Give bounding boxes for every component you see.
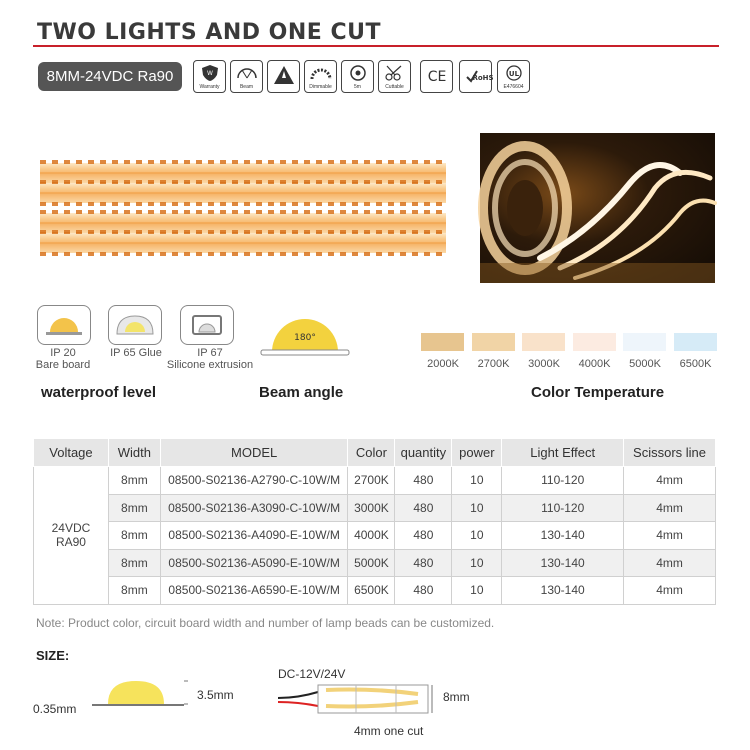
svg-text:RoHS: RoHS [472, 74, 494, 82]
customization-note: Note: Product color, circuit board width and number of lamp beads can be customized. [36, 616, 495, 630]
voltage-cell: 24VDC RA90 [34, 467, 109, 605]
reel-icon [341, 60, 374, 93]
cell-quantity: 480 [395, 549, 452, 577]
cell-scissors: 4mm [624, 577, 716, 605]
header-cell: Scissors line [624, 439, 716, 467]
cell-power: 10 [452, 494, 502, 522]
cell-width: 8mm [108, 494, 160, 522]
svg-text:W: W [207, 70, 213, 77]
header-cell: Voltage [34, 439, 109, 467]
cell-scissors: 4mm [624, 494, 716, 522]
cut-diagram [278, 680, 438, 720]
cert-caption: Cuttable [385, 84, 404, 90]
header-cell: quantity [395, 439, 452, 467]
cut-length-dimension: 4mm one cut [354, 724, 424, 738]
ip20-label: IP 20 Bare board [35, 347, 91, 371]
thickness-dimension: 0.35mm [33, 702, 77, 716]
cell-quantity: 480 [395, 467, 452, 495]
cell-color: 2700K [348, 467, 395, 495]
cell-model: 08500-S02136-A6590-E-10W/M [160, 577, 348, 605]
cell-scissors: 4mm [624, 549, 716, 577]
cell-color: 4000K [348, 522, 395, 550]
table-row [34, 494, 716, 522]
cell-quantity: 480 [395, 494, 452, 522]
spec-badge: 8MM-24VDC Ra90 [38, 62, 182, 91]
header-cell: MODEL [160, 439, 348, 467]
header-cell: Light Effect [502, 439, 624, 467]
swatch-2000k [421, 333, 464, 351]
cell-color: 5000K [348, 549, 395, 577]
swatch-5000k [623, 333, 666, 351]
cell-width: 8mm [108, 577, 160, 605]
ip65-label: IP 65 Glue [110, 347, 162, 359]
ip65-icon [108, 305, 162, 345]
size-label: SIZE: [36, 648, 70, 663]
led-strip-image [40, 233, 446, 253]
table-row [34, 467, 716, 495]
cell-scissors: 4mm [624, 467, 716, 495]
warranty-icon [193, 60, 226, 93]
width-dimension: 8mm [443, 690, 470, 704]
table-header-row [34, 439, 716, 467]
led-strip-image [40, 183, 446, 203]
cell-color: 6500K [348, 577, 395, 605]
swatch-6500k [674, 333, 717, 351]
ip67-icon [180, 305, 234, 345]
header-cell: Width [108, 439, 160, 467]
header-cell: power [452, 439, 502, 467]
cell-power: 10 [452, 467, 502, 495]
cert-caption: 5m [354, 84, 361, 90]
table-row [34, 522, 716, 550]
swatch-label: 2000K [427, 358, 459, 370]
color-temp-label: Color Temperature [531, 384, 665, 401]
cell-effect: 110-120 [502, 494, 624, 522]
ip20-icon [37, 305, 91, 345]
cell-effect: 130-140 [502, 577, 624, 605]
title-divider [33, 45, 719, 47]
height-dimension: 3.5mm [197, 688, 234, 702]
cell-effect: 110-120 [502, 467, 624, 495]
cell-scissors: 4mm [624, 522, 716, 550]
cert-caption: Dimmable [309, 84, 332, 90]
beam-angle-icon [257, 314, 353, 358]
cell-power: 10 [452, 522, 502, 550]
beam-angle-value: 180° [294, 333, 316, 343]
cell-width: 8mm [108, 549, 160, 577]
cell-model: 08500-S02136-A2790-C-10W/M [160, 467, 348, 495]
ip67-label: IP 67 Silicone extrusion [166, 347, 254, 371]
swatch-label: 2700K [477, 358, 510, 370]
swatch-label: 6500K [679, 358, 712, 370]
scissors-icon [378, 60, 411, 93]
svg-text:CE: CE [427, 69, 447, 85]
cell-model: 08500-S02136-A3090-C-10W/M [160, 494, 348, 522]
cert-caption: E476604 [503, 84, 524, 90]
header-cell: Color [348, 439, 395, 467]
swatch-3000k [522, 333, 565, 351]
cert-caption: Beam [239, 84, 254, 90]
cell-power: 10 [452, 577, 502, 605]
svg-text:UL: UL [508, 70, 520, 78]
swatch-label: 3000K [528, 358, 560, 370]
cell-width: 8mm [108, 522, 160, 550]
swatch-2700k [472, 333, 515, 351]
cert-caption: Warranty [199, 84, 220, 90]
esd-icon [267, 60, 300, 93]
swatch-label: 4000K [578, 358, 611, 370]
dimmable-icon [304, 60, 337, 93]
swatch-4000k [573, 333, 616, 351]
product-photo [480, 133, 715, 283]
cell-model: 08500-S02136-A5090-E-10W/M [160, 549, 348, 577]
table-row [34, 577, 716, 605]
cell-color: 3000K [348, 494, 395, 522]
cell-effect: 130-140 [502, 549, 624, 577]
voltage-label: DC-12V/24V [278, 667, 346, 681]
ce-icon [420, 60, 453, 93]
cell-model: 08500-S02136-A4090-E-10W/M [160, 522, 348, 550]
cell-width: 8mm [108, 467, 160, 495]
cell-quantity: 480 [395, 577, 452, 605]
beam-icon [230, 60, 263, 93]
page-title: TWO LIGHTS AND ONE CUT [37, 20, 381, 45]
cell-effect: 130-140 [502, 522, 624, 550]
rohs-icon [459, 60, 492, 93]
beam-label: Beam angle [259, 384, 344, 401]
waterproof-label: waterproof level [41, 384, 157, 401]
swatch-label: 5000K [629, 358, 661, 370]
ul-icon [497, 60, 530, 93]
profile-diagram [88, 678, 188, 714]
cell-power: 10 [452, 549, 502, 577]
cell-quantity: 480 [395, 522, 452, 550]
spec-table [33, 438, 716, 605]
table-row [34, 549, 716, 577]
